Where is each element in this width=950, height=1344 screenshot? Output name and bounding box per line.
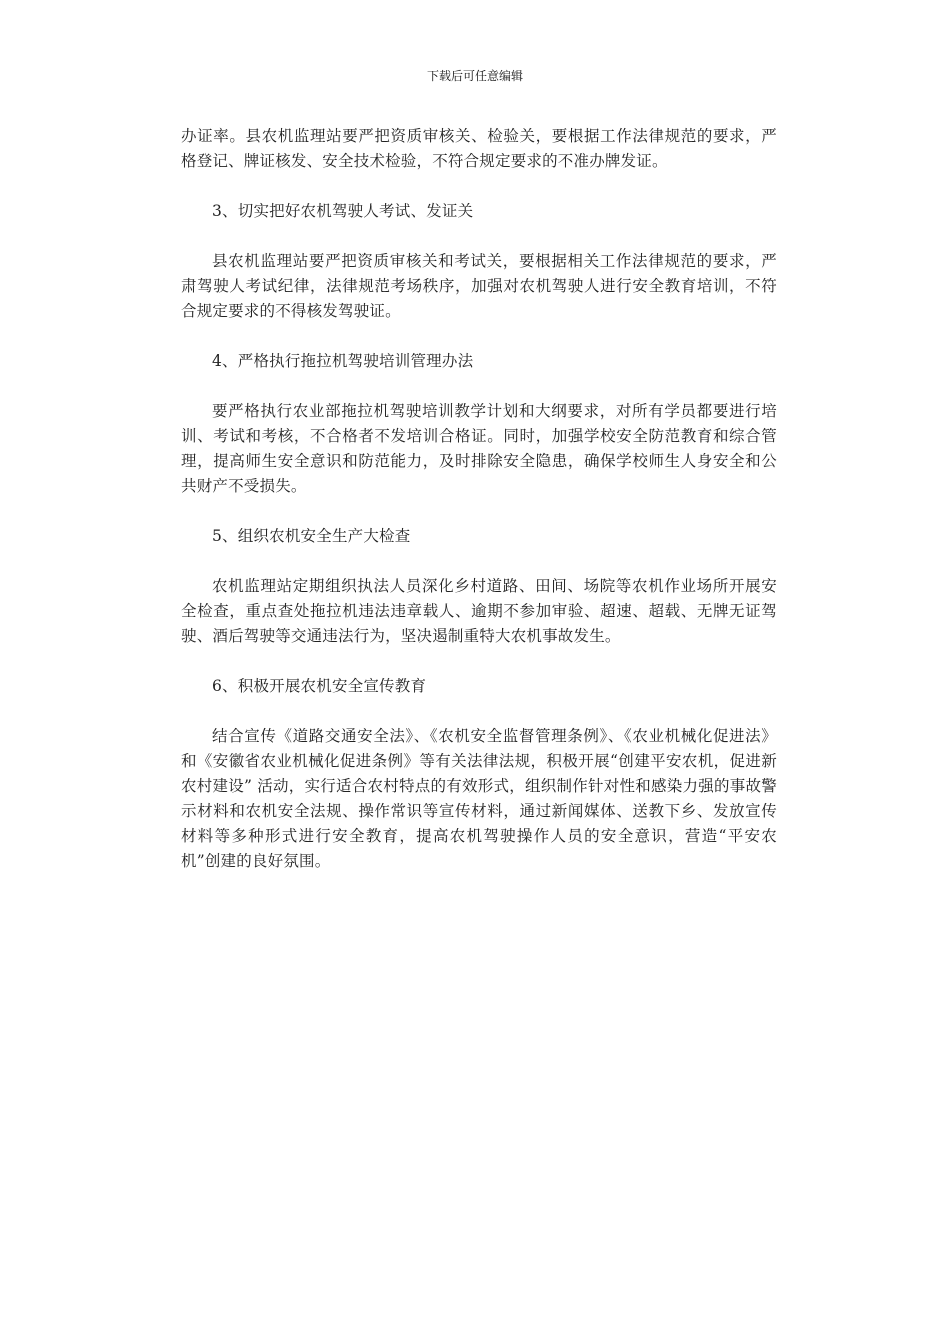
section-heading: 4、严格执行拖拉机驾驶培训管理办法 <box>212 352 474 370</box>
body-paragraph: 县农机监理站要严把资质审核关和考试关，要根据相关工作法律规范的要求，严肃驾驶人考试纪律，法律规范考场秩序，加强对农机驾驶人进行安全教育培训，不符合规定要求的不得核发驾驶证。 <box>181 252 777 320</box>
paragraph-gap <box>181 224 777 249</box>
section-heading: 3、切实把好农机驾驶人考试、发证关 <box>212 202 474 220</box>
body-paragraph: 要严格执行农业部拖拉机驾驶培训教学计划和大纲要求，对所有学员都要进行培训、考试和考核，不合格者不发培训合格证。同时，加强学校安全防范教育和综合管理，提高师生安全意识和防范能力，及时排除安全隐患，确保学校师生人身安全和公共财产不受损失。 <box>181 402 777 495</box>
body-paragraph: 农机监理站定期组织执法人员深化乡村道路、田间、场院等农机作业场所开展安全检查，重点查处拖拉机违法违章载人、逾期不参加审验、超速、超载、无牌无证驾驶、酒后驾驶等交通违法行为，坚决遏制重特大农机事故发生。 <box>181 577 777 645</box>
paragraph-gap <box>181 174 777 199</box>
paragraph-gap <box>181 324 777 349</box>
section-heading: 5、组织农机安全生产大检查 <box>212 527 411 545</box>
paragraph-gap <box>181 549 777 574</box>
paragraph-gap <box>181 374 777 399</box>
document-body <box>181 124 777 874</box>
paragraph-gap <box>181 699 777 724</box>
section-heading: 6、积极开展农机安全宣传教育 <box>212 677 427 695</box>
paragraph-gap <box>181 649 777 674</box>
paragraph-gap <box>181 499 777 524</box>
header-note: 下载后可任意编辑 <box>426 69 523 83</box>
body-paragraph: 结合宣传《道路交通安全法》、《农机安全监督管理条例》、《农业机械化促进法》和《安徽省农业机械化促进条例》等有关法律法规，积极开展“创建平安农机，促进新农村建设” 活动，实行适合农村特点的有效形式，组织制作针对性和感染力强的事故警示材料和农机安全法规、操作常识等宣传材料，通过新闻媒体、送教下乡、发放宣传材料等多种形式进行安全教育，提高农机驾驶操作人员的安全意识，营造“平安农机”创建的良好氛围。 <box>181 727 777 870</box>
body-paragraph: 办证率。县农机监理站要严把资质审核关、检验关，要根据工作法律规范的要求，严格登记、牌证核发、安全技术检验，不符合规定要求的不准办牌发证。 <box>181 127 777 170</box>
